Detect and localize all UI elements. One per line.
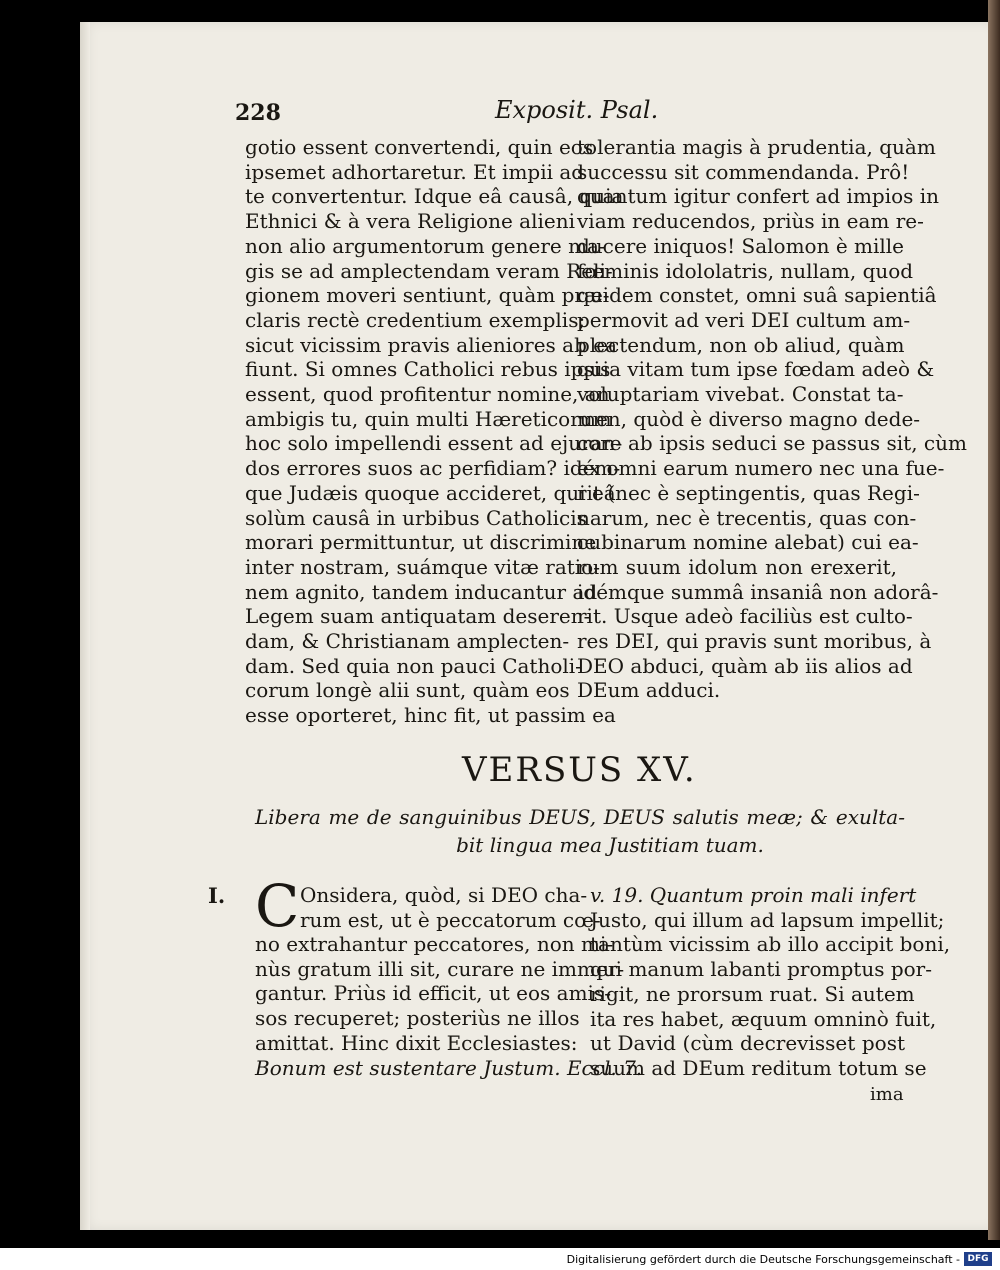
text-line: ut David (cùm decrevisset post <box>590 1031 905 1056</box>
catchword: ima <box>870 1084 904 1105</box>
right-column <box>577 135 967 703</box>
text-line: narum, nec è trecentis, quas con- <box>577 505 917 530</box>
text-line: non alio argumentorum genere ma- <box>245 233 606 258</box>
text-line: successu sit commendanda. Prô! <box>577 159 910 184</box>
text-line: que Judæis quoque accideret, qui eâ <box>245 480 616 505</box>
text-line: quia vitam tum ipse fœdam adeò & <box>577 357 935 382</box>
text-line: amittat. Hinc dixit Ecclesiastes: <box>255 1030 578 1055</box>
text-line: quantum igitur confert ad impios in <box>577 184 940 209</box>
text-line: Ethnici & à vera Religione alieni <box>245 209 575 234</box>
book-edge <box>988 0 1000 1240</box>
section-left-body <box>255 932 643 1080</box>
text-line: sos recuperet; posteriùs ne illos <box>255 1006 580 1031</box>
page-gutter-shadow <box>80 22 90 1230</box>
verse-line-1: Libera me de sanguinibus DEUS, DEUS salutis meæ; & exulta- <box>255 805 905 829</box>
page-number: 228 <box>235 100 281 126</box>
text-line: fœminis idololatris, nullam, quod <box>577 258 914 283</box>
text-line: fiunt. Si omnes Catholici rebus ipsis <box>245 357 611 382</box>
text-line: sicut vicissim pravis alieniores ab ea <box>245 332 618 357</box>
text-line: nem agnito, tandem inducantur ad <box>245 579 598 604</box>
text-line: permovit ad veri DEI cultum am- <box>577 307 911 332</box>
text-line: gionem moveri sentiunt, quàm præ- <box>245 283 610 308</box>
text-line: gotio essent convertendi, quin eos <box>245 135 594 159</box>
text-line: voluptariam vivebat. Constat ta- <box>577 382 904 407</box>
text-line: cubinarum nomine alebat) cui ea- <box>577 530 919 555</box>
text-line: plectendum, non ob aliud, quàm <box>577 332 905 357</box>
text-line: dos errores suos ac perfidiam? idém- <box>245 456 621 481</box>
text-line: ita res habet, æquum omninò fuit, <box>590 1006 937 1031</box>
text-line: DEum adduci. <box>577 678 721 703</box>
section-right-body <box>590 883 951 1081</box>
section-number: I. <box>208 883 226 908</box>
text-line: suum ad DEum reditum totum se <box>590 1055 927 1080</box>
section-left-top <box>300 883 601 932</box>
text-line: te convertentur. Idque eâ causâ, quia <box>245 184 624 209</box>
text-line: rit (nec è septingentis, quas Regi- <box>577 480 920 505</box>
text-line: gis se ad amplectendam veram Reli- <box>245 258 613 283</box>
text-line: core ab ipsis seduci se passus sit, cùm <box>577 431 967 456</box>
text-line: rum est, ut è peccatorum cœ- <box>300 907 601 932</box>
text-line: morari permittuntur, ut discrimine <box>245 530 597 555</box>
text-line: tantùm vicissim ab illo accipit boni, <box>590 932 951 957</box>
running-title: Exposit. Psal. <box>495 96 659 124</box>
text-line: qui manum labanti promptus por- <box>590 957 933 982</box>
text-line: corum longè alii sunt, quàm eos <box>245 678 570 703</box>
text-line: Legem suam antiquatam deseren- <box>245 604 591 629</box>
text-line: hoc solo impellendi essent ad ejuran- <box>245 431 623 456</box>
text-line: viam reducendos, priùs in eam re- <box>577 209 924 234</box>
text-line: res DEI, qui pravis sunt moribus, à <box>577 629 932 654</box>
text-line: tolerantia magis à prudentia, quàm <box>577 135 936 159</box>
verse-text <box>255 803 905 859</box>
text-line: men, quòd è diverso magno dede- <box>577 406 921 431</box>
text-line: Justo, qui illum ad lapsum impellit; <box>590 907 945 932</box>
text-line: gantur. Priùs id efficit, ut eos amis- <box>255 981 611 1006</box>
left-column <box>245 135 624 728</box>
text-line: ipsemet adhortaretur. Et impii ad <box>245 159 585 184</box>
text-line: Onsidera, quòd, si DEO cha- <box>300 883 588 907</box>
verse-line-2: bit lingua mea Justitiam tuam. <box>456 833 764 857</box>
text-line: Bonum est sustentare Justum. Eccl. 7. <box>255 1055 643 1080</box>
text-line: no extrahantur peccatores, non mi- <box>255 932 614 956</box>
text-line: dam, & Christianam amplecten- <box>245 629 570 654</box>
text-line: ambigis tu, quin multi Hæreticorum <box>245 406 612 431</box>
verse-heading: VERSUS XV. <box>462 750 697 790</box>
text-line: ex omni earum numero nec una fue- <box>577 456 945 481</box>
text-line: ducere iniquos! Salomon è mille <box>577 233 905 258</box>
text-line: esse oporteret, hinc fit, ut passim ea <box>245 703 616 728</box>
drop-cap: C <box>255 872 300 940</box>
text-line: DEO abduci, quàm ab iis alios ad <box>577 653 913 678</box>
text-line: dam. Sed quia non pauci Catholi- <box>245 653 582 678</box>
text-line: essent, quod profitentur nomine, an <box>245 382 610 407</box>
text-line: v. 19. Quantum proin mali infert <box>590 883 917 907</box>
dfg-logo: DFG <box>964 1252 992 1266</box>
footer-credit: Digitalisierung gefördert durch die Deutsche Forschungsgemeinschaft - <box>566 1253 960 1266</box>
text-line: rigit, ne prorsum ruat. Si autem <box>590 981 915 1006</box>
text-line: nùs gratum illi sit, curare ne immer- <box>255 956 625 981</box>
text-line: quidem constet, omni suâ sapientiâ <box>577 283 937 308</box>
text-line: inter nostram, suámque vitæ ratio- <box>245 554 600 579</box>
text-line: rum suum idolum non erexerit, <box>577 554 897 579</box>
text-line: claris rectè credentium exemplis; <box>245 307 586 332</box>
text-line: solùm causâ in urbibus Catholicis <box>245 505 587 530</box>
text-line: idémque summâ insaniâ non adorâ- <box>577 579 939 604</box>
text-line: rit. Usque adeò faciliùs est culto- <box>577 604 913 629</box>
